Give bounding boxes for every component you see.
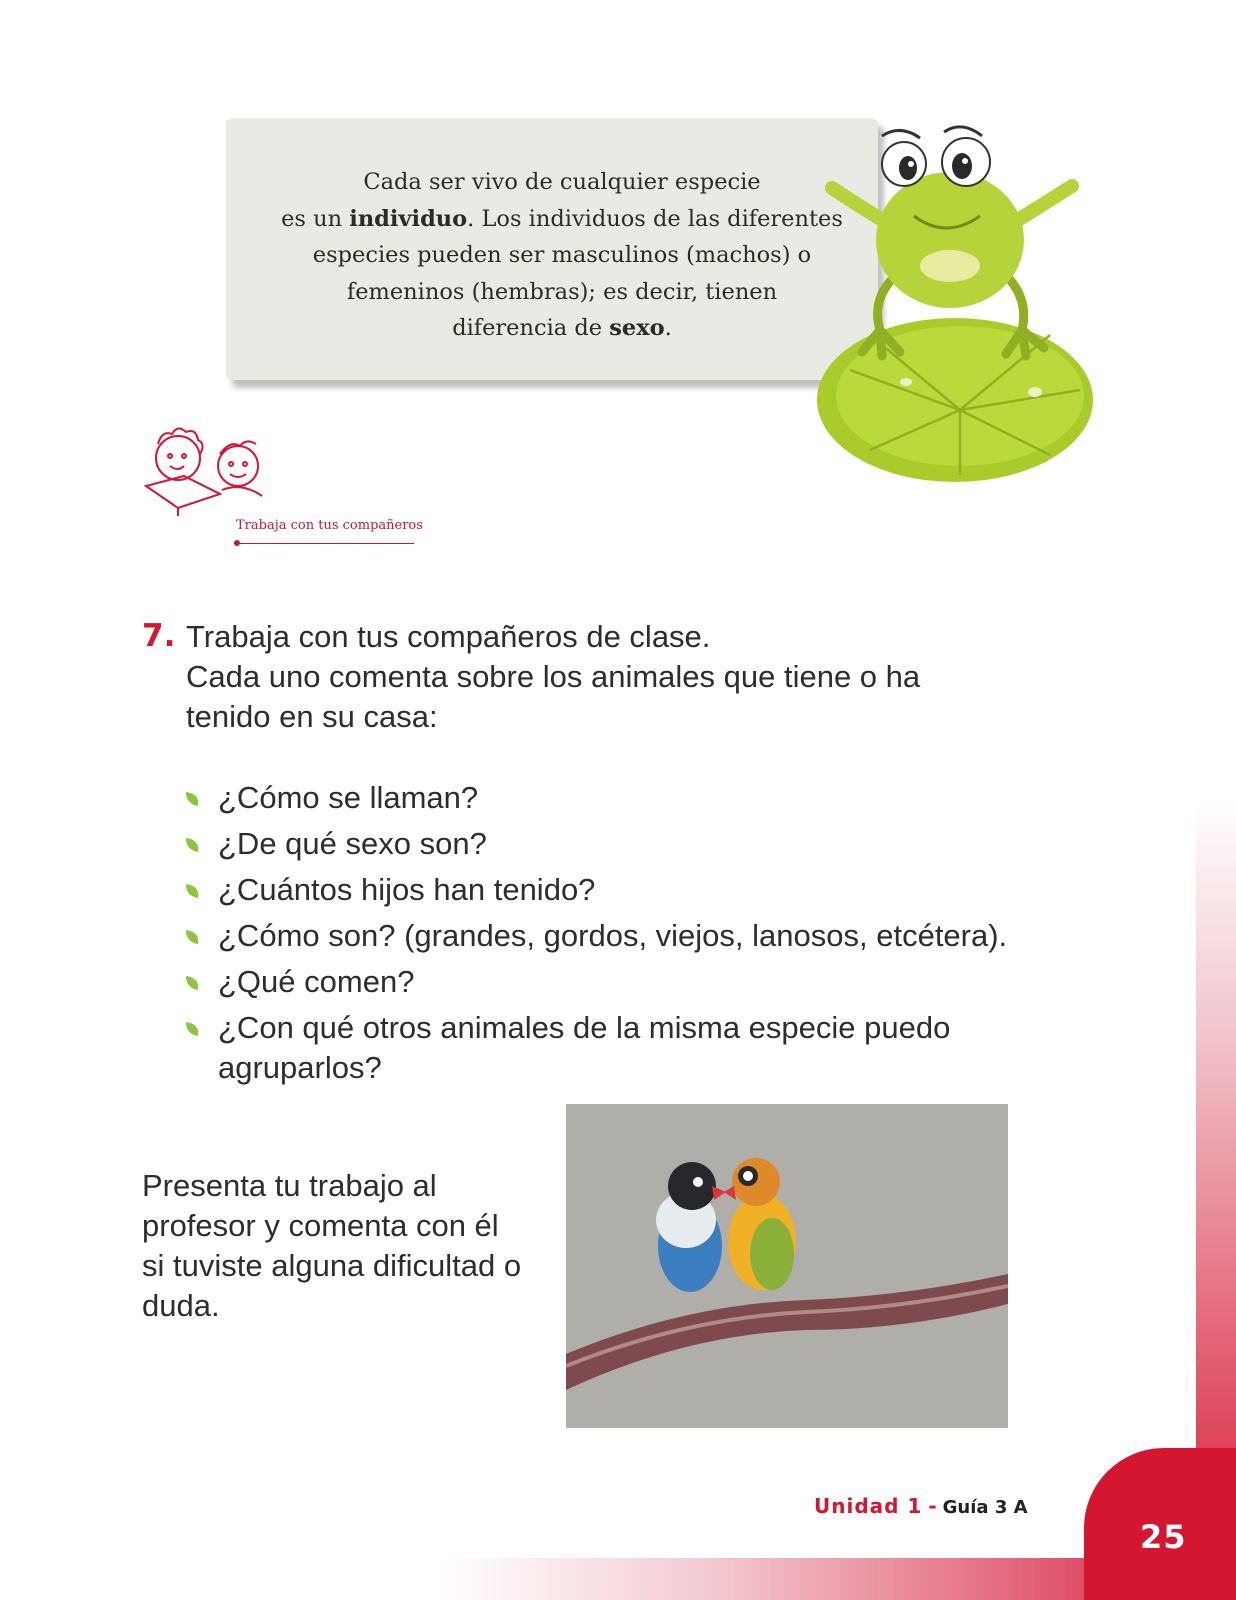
question-list: [184, 778, 1024, 1094]
page-number: 25: [1140, 1518, 1187, 1556]
exercise-intro-line-2: Cada uno comenta sobre los animales que tiene o ha tenido en su casa:: [186, 659, 921, 734]
work-with-peers-label: Trabaja con tus compañeros: [236, 518, 423, 533]
info-text: [272, 164, 852, 347]
footer-guide: Guía 3 A: [942, 1497, 1028, 1518]
list-item: ¿Con qué otros animales de la misma especie puedo agruparlos?: [184, 1008, 978, 1088]
list-item: ¿Cuántos hijos han tenido?: [184, 870, 1024, 910]
term-sexo: sexo: [609, 315, 665, 341]
leaf-bullet-icon: [184, 974, 200, 992]
info-line-5: diferencia de sexo.: [452, 315, 672, 341]
footer-unit-guide: [814, 1494, 1028, 1518]
term-individuo: individuo: [349, 205, 468, 232]
exercise-number: 7.: [142, 618, 176, 654]
info-line-4: femeninos (hembras); es decir, tienen: [346, 278, 778, 305]
exercise-intro: [186, 617, 1046, 737]
list-item: ¿Qué comen?: [184, 962, 1024, 1002]
closing-instruction: Presenta tu trabajo al profesor y comenta con él si tuviste alguna dificultad o duda.: [142, 1168, 522, 1323]
info-line-3: especies pueden ser masculinos (machos) o: [312, 242, 812, 268]
info-line-2: es un individuo. Los individuos de las diferentes: [281, 205, 843, 232]
leaf-bullet-icon: [184, 882, 200, 900]
info-line-1: Cada ser vivo de cualquier especie: [363, 169, 761, 195]
lovebirds-photo: [566, 1104, 1008, 1428]
footer-unit: Unidad 1: [814, 1494, 923, 1518]
exercise-intro-line-1: Trabaja con tus compañeros de clase.: [186, 619, 711, 654]
leaf-bullet-icon: [184, 790, 200, 808]
frog-on-lily-pad-illustration: [810, 120, 1100, 490]
list-item: ¿Cómo se llaman?: [184, 778, 1024, 818]
badge-underline: [238, 543, 414, 544]
leaf-bullet-icon: [184, 928, 200, 946]
list-item: ¿De qué sexo son?: [184, 824, 1024, 864]
leaf-bullet-icon: [184, 836, 200, 854]
footer-separator: -: [928, 1494, 937, 1518]
list-item: ¿Cómo son? (grandes, gordos, viejos, lanosos, etcétera).: [184, 916, 1024, 956]
leaf-bullet-icon: [184, 1020, 200, 1038]
